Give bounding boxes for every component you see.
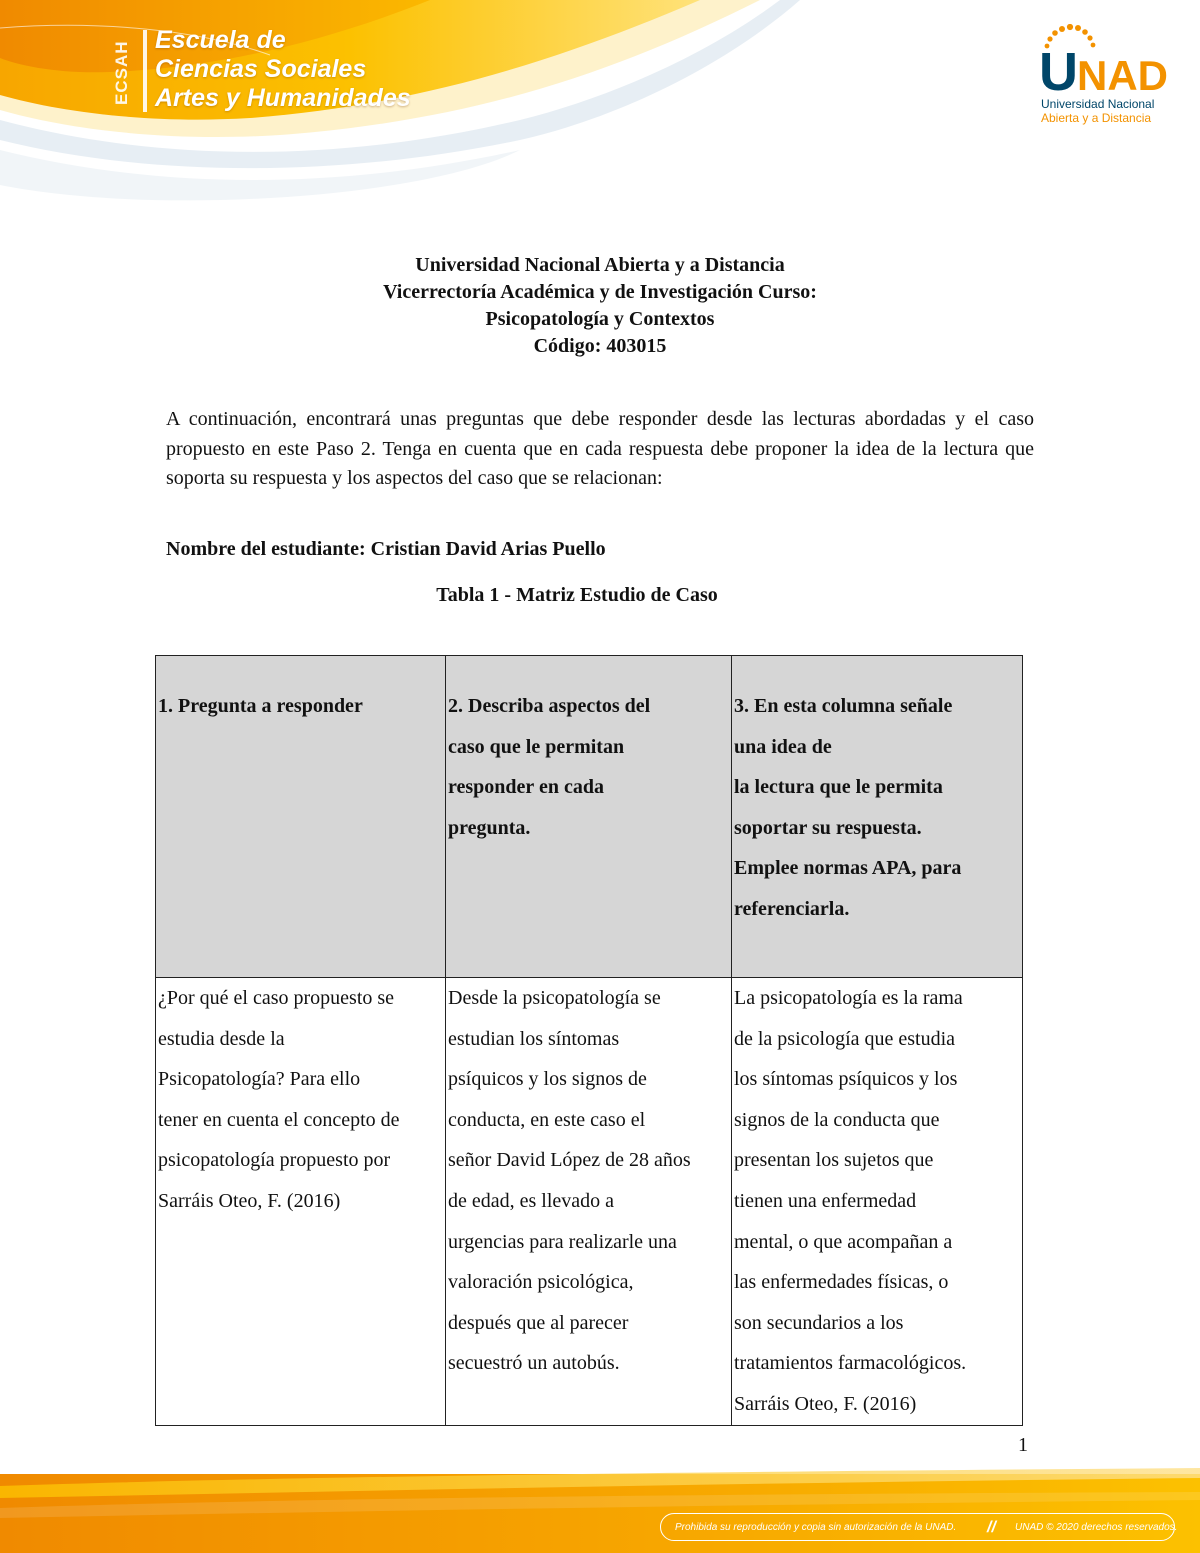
table-header-row (156, 656, 1023, 978)
page-number: 1 (1018, 1434, 1028, 1456)
cell-text-line: 1. Pregunta a responder (158, 695, 363, 717)
cell-text-line: valoración psicológica, (448, 1271, 634, 1294)
cell-text-line: referenciarla. (734, 897, 850, 920)
cell-text-line: de la psicología que estudia (734, 1027, 956, 1050)
cell-reading-idea (732, 978, 1023, 1426)
logo-letter-u: U (1039, 42, 1078, 102)
logo-line-1: Universidad Nacional (1041, 97, 1155, 111)
school-line-3: Artes y Humanidades (155, 84, 411, 112)
logo-subtitle (1041, 97, 1154, 125)
cell-text-line: 2. Describa aspectos del (448, 695, 651, 717)
cell-text-line: después que al parecer (448, 1311, 629, 1334)
cell-text-line: Desde la psicopatología se (448, 987, 661, 1009)
school-divider (143, 30, 147, 112)
cell-text-line: la lectura que le permita (734, 776, 943, 799)
footer-copyright-notice (660, 1513, 1178, 1541)
cell-text-line: caso que le permitan (448, 735, 625, 758)
student-name: Nombre del estudiante: Cristian David Arias Puello (166, 538, 606, 560)
cell-text-line: presentan los sujetos que (734, 1149, 934, 1172)
cell-text-line: responder en cada (448, 776, 604, 799)
title-line-4: Código: 403015 (533, 335, 667, 357)
cell-text-line: tratamientos farmacológicos. (734, 1352, 967, 1375)
cell-question (156, 978, 446, 1426)
logo-line-2: Abierta y a Distancia (1041, 111, 1152, 125)
school-tag: ECSAH (112, 40, 131, 106)
footer-rights-text: UNAD © 2020 derechos reservados. (1015, 1522, 1178, 1533)
table-row (156, 978, 1023, 1426)
cell-text-line: 3. En esta columna señale (734, 695, 953, 717)
school-line-1: Escuela de (155, 26, 286, 54)
title-line-3: Psicopatología y Contextos (485, 308, 715, 330)
cell-text-line: Emplee normas APA, para (734, 857, 962, 880)
cell-text-line: urgencias para realizarle una (448, 1230, 677, 1253)
cell-text-line: ¿Por qué el caso propuesto se (158, 987, 395, 1009)
footer-separator: // (987, 1519, 996, 1536)
cell-case-aspects (446, 978, 732, 1426)
cell-text-line: psicopatología propuesto por (158, 1149, 391, 1172)
footer-prohibition-text: Prohibida su reproducción y copia sin autorización de la UNAD. (675, 1522, 957, 1533)
intro-paragraph: A continuación, encontrará unas preguntas que debe responder desde las lecturas abordadas y el caso propuesto en este Paso 2. Tenga en cuenta que en cada respuesta debe proponer la idea de la lectura que soporta su respuesta y los aspectos del caso que se relacionan: (166, 408, 1034, 489)
school-name (155, 26, 411, 113)
cell-text-line: pregunta. (448, 816, 531, 839)
cell-text-line: señor David López de 28 años (448, 1149, 691, 1172)
cell-text-line: La psicopatología es la rama (734, 987, 963, 1009)
cell-text-line: una idea de (734, 735, 832, 758)
cell-text-line: psíquicos y los signos de (448, 1068, 647, 1091)
title-line-1: Universidad Nacional Abierta y a Distancia (415, 254, 785, 276)
cell-text-line: Psicopatología? Para ello (158, 1068, 361, 1091)
cell-text-line: soportar su respuesta. (734, 816, 922, 839)
header-cell-case-aspects (446, 656, 732, 978)
header-cell-reading-idea (732, 656, 1023, 978)
cell-text-line: de edad, es llevado a (448, 1189, 615, 1212)
cell-text-line: estudia desde la (158, 1027, 285, 1050)
document-title (166, 252, 1034, 360)
title-line-2: Vicerrectoría Académica y de Investigación Curso: (383, 281, 817, 303)
table-title: Tabla 1 - Matriz Estudio de Caso (436, 584, 718, 606)
cell-text-line: signos de la conducta que (734, 1108, 940, 1131)
cell-text-line: secuestró un autobús. (448, 1352, 620, 1375)
cell-text-line: los síntomas psíquicos y los (734, 1068, 958, 1091)
school-line-2: Ciencias Sociales (155, 55, 367, 83)
cell-text-line: tienen una enfermedad (734, 1189, 917, 1212)
cell-text-line: Sarráis Oteo, F. (2016) (158, 1189, 341, 1212)
cell-text-line: estudian los síntomas (448, 1027, 620, 1050)
cell-text-line: tener en cuenta el concepto de (158, 1108, 400, 1131)
header-cell-question (156, 656, 446, 978)
cell-text-line: conducta, en este caso el (448, 1108, 646, 1131)
cell-text-line: las enfermedades físicas, o (734, 1271, 949, 1294)
cell-text-line: son secundarios a los (734, 1311, 904, 1334)
logo-letters-nad: NAD (1077, 52, 1168, 99)
cell-text-line: Sarráis Oteo, F. (2016) (734, 1392, 917, 1415)
cell-text-line: mental, o que acompañan a (734, 1230, 953, 1253)
case-study-matrix (155, 655, 1023, 1426)
